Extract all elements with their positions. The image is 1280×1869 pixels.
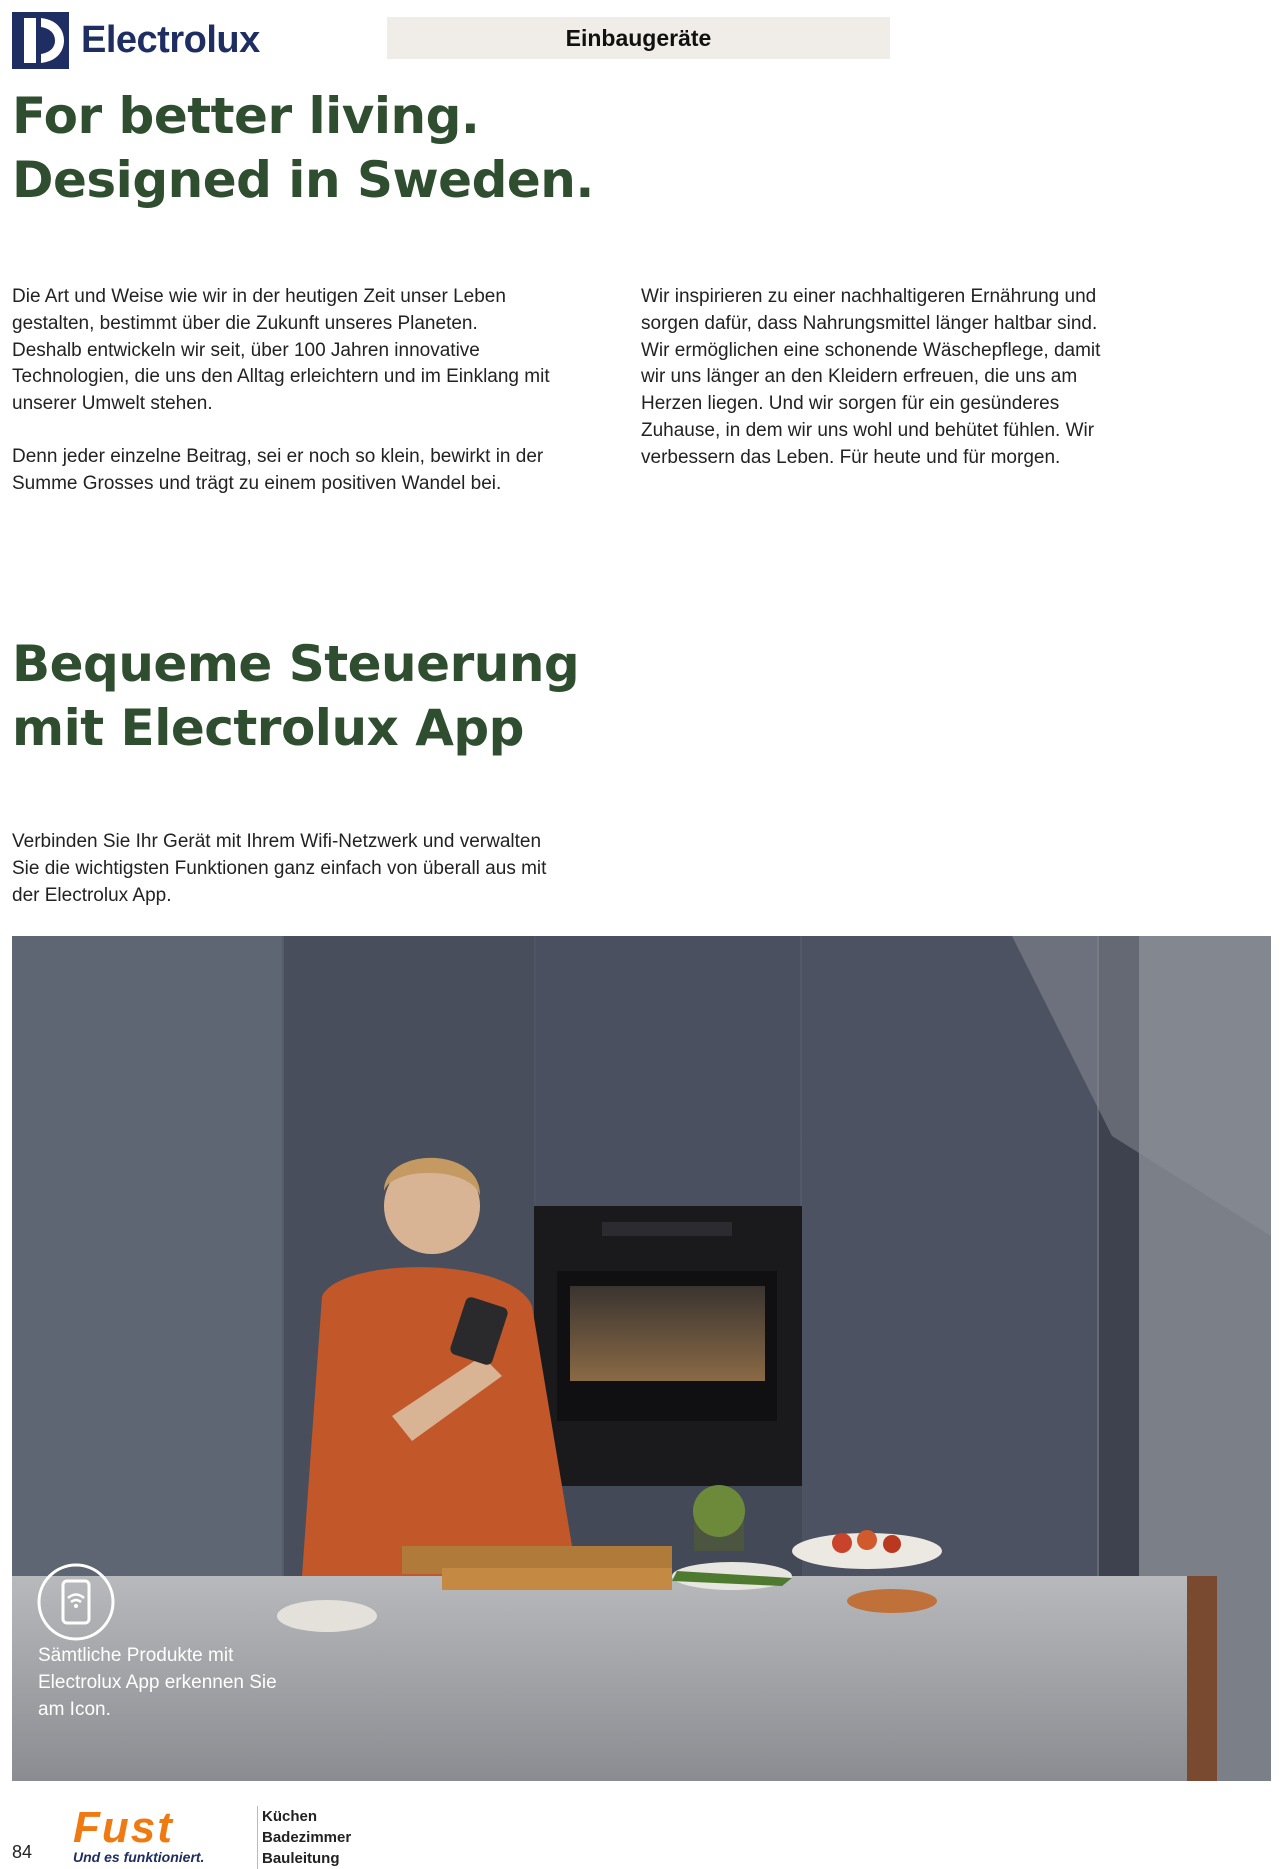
fust-slogan: Und es funktioniert. [73, 1849, 205, 1865]
intro-headline-line2: Designed in Sweden. [12, 151, 594, 209]
brand-name: Electrolux [81, 18, 260, 61]
smartphone-wifi-icon [36, 1562, 116, 1642]
service-item: Küchen [262, 1808, 318, 1825]
service-item: Bauleitung [262, 1850, 340, 1867]
electrolux-logo[interactable] [12, 10, 260, 70]
service-item: Badezimmer [262, 1829, 352, 1846]
intro-left-paragraph-2: Denn jeder einzelne Beitrag, sei er noch so klein, bewirkt in der Summe Grosses und trägt zu einem positiven Wandel bei. [12, 445, 544, 494]
fust-logo[interactable] [73, 1803, 249, 1867]
intro-right-column [641, 284, 1121, 498]
intro-left-paragraph-1: Die Art und Weise wie wir in der heutigen Zeit unser Leben gestalten, bestimmt über die Zukunft unseres Planeten. Deshalb entwickeln wir seit, über 100 Jahren innovative Technologien, die uns den Alltag erleichtern und im Einklang mit unserer Umwelt stehen. [12, 286, 550, 415]
intro-right-paragraph: Wir inspirieren zu einer nachhaltigeren Ernährung und sorgen dafür, dass Nahrungsmittel länger haltbar sind. Wir ermöglichen eine schonende Wäschepflege, damit wir uns länger an den Kleidern erfreuen, die uns am Herzen liegen. Und wir sorgen für ein gesünderes Zuhause, in dem wir uns wohl und behütet fühlen. Wir verbessern das Leben. Für heute und für morgen. [641, 286, 1101, 468]
app-headline-line2: mit Electrolux App [12, 699, 524, 757]
intro-headline [12, 84, 594, 212]
app-section-headline [12, 632, 579, 760]
intro-headline-line1: For better living. [12, 87, 480, 145]
app-section-paragraph: Verbinden Sie Ihr Gerät mit Ihrem Wifi-Netzwerk und verwalten Sie die wichtigsten Funktionen ganz einfach von überall aus mit der Electrolux App. [12, 831, 547, 906]
fust-services-list [257, 1806, 351, 1869]
app-icon-caption: Sämtliche Produkte mit Electrolux App erkennen Sie am Icon. [38, 1645, 277, 1720]
category-tab[interactable]: Einbaugeräte [387, 17, 890, 59]
fust-wordmark: Fust [73, 1803, 174, 1852]
page-number: 84 [12, 1842, 33, 1862]
electrolux-logo-icon [12, 12, 69, 69]
app-headline-line1: Bequeme Steuerung [12, 635, 580, 693]
intro-left-column [12, 284, 552, 524]
